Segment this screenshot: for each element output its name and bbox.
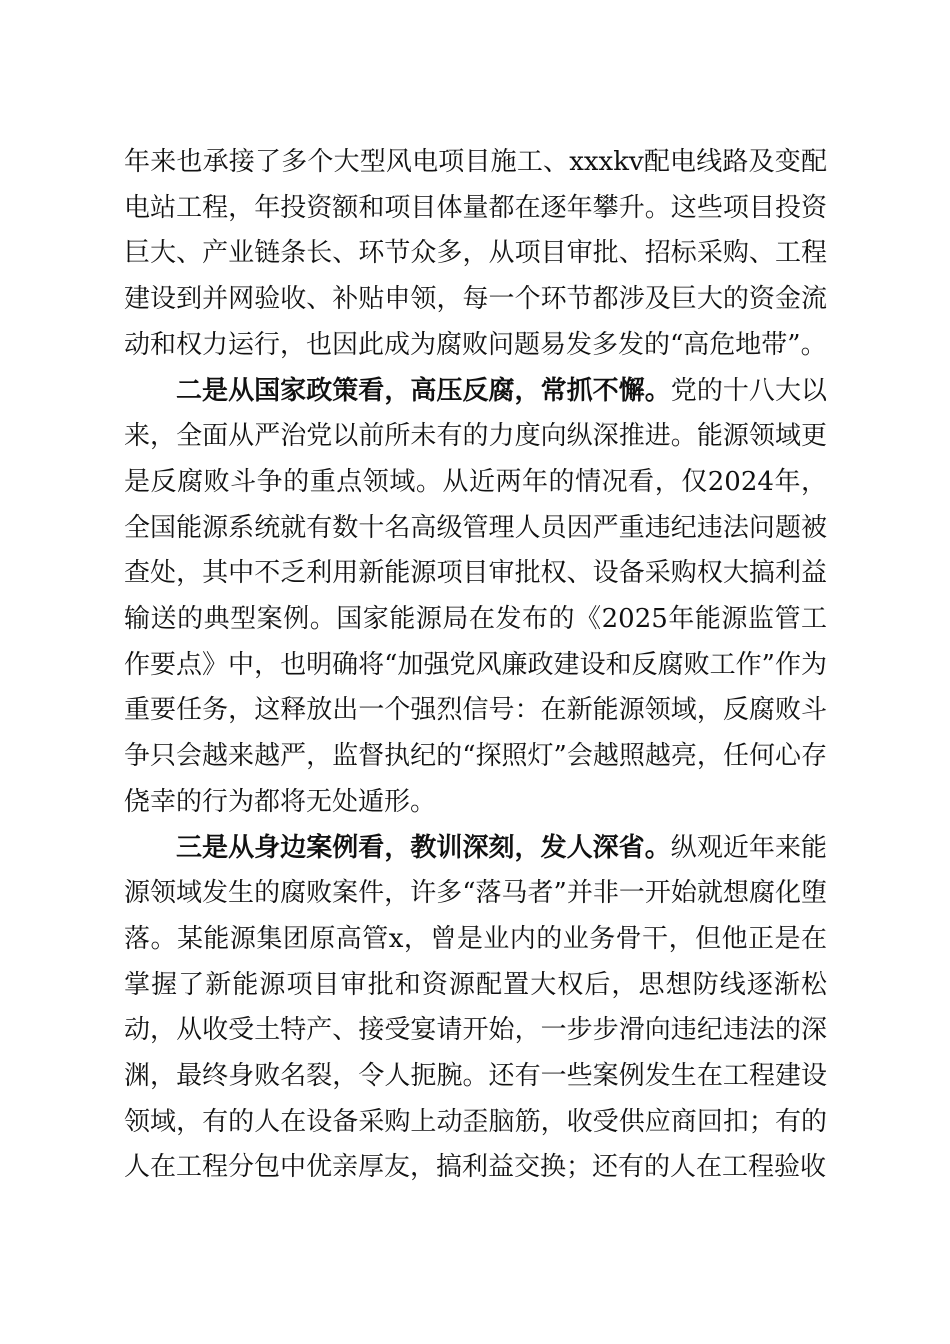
paragraph-text: 纵观近年来能源领域发生的腐败案件，许多“落马者”并非一开始就想腐化堕落。某能源集团原高管x，曾是业内的业务骨干，但他正是在掌握了新能源项目审批和资源配置大权后，思想防线逐渐松动，从收受土特产、接受宴请开始，一步步滑向违纪违法的深渊，最终身败名裂，令人扼腕。还有一些案例发生在工程建设领域，有的人在设备采购上动歪脑筋，收受供应商回扣；有的人在工程分包中优亲厚友，搞利益交换；还有的人在工程验收	[124, 832, 827, 1183]
paragraph-continuation	[124, 140, 827, 369]
paragraph-national-policy	[124, 369, 827, 826]
paragraph-lead: 三是从身边案例看，教训深刻，发人深省。	[176, 832, 671, 863]
paragraph-text: 年来也承接了多个大型风电项目施工、xxxkv配电线路及变配电站工程，年投资额和项目体量都在逐年攀升。这些项目投资巨大、产业链条长、环节众多，从项目审批、招标采购、工程建设到并网验收、补贴申领，每一个环节都涉及巨大的资金流动和权力运行，也因此成为腐败问题易发多发的“高危地带”。	[124, 147, 827, 360]
paragraph-case-studies	[124, 826, 827, 1192]
document-body	[124, 140, 827, 1191]
paragraph-text: 党的十八大以来，全面从严治党以前所未有的力度向纵深推进。能源领域更是反腐败斗争的重点领域。从近两年的情况看，仅2024年，全国能源系统就有数十名高级管理人员因严重违纪违法问题被查处，其中不乏利用新能源项目审批权、设备采购权大搞利益输送的典型案例。国家能源局在发布的《2025年能源监管工作要点》中，也明确将“加强党风廉政建设和反腐败工作”作为重要任务，这释放出一个强烈信号：在新能源领域，反腐败斗争只会越来越严，监督执纪的“探照灯”会越照越亮，任何心存侥幸的行为都将无处遁形。	[124, 375, 827, 817]
paragraph-lead: 二是从国家政策看，高压反腐，常抓不懈。	[176, 375, 671, 406]
